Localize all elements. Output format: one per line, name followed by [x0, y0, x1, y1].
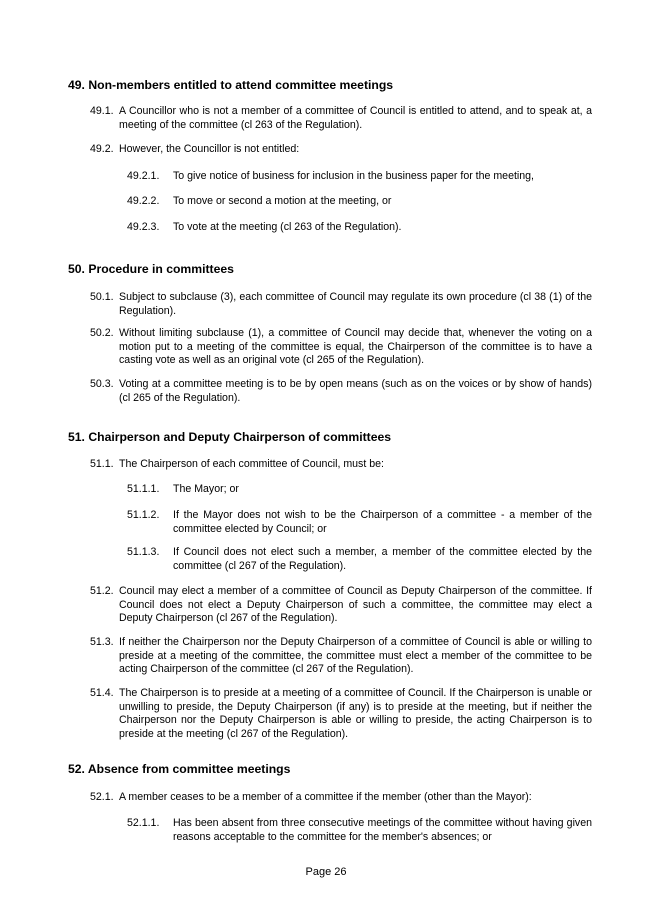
subclause-text: To give notice of business for inclusion in the business paper for the meeting,	[173, 170, 534, 182]
subclause-text: If the Mayor does not wish to be the Chairperson of a committee - a member of the committee elected by Council; or	[173, 509, 592, 535]
clause-text: A Councillor who is not a member of a committee of Council is entitled to attend, and to speak at, a meeting of the committee (cl 263 of the Regulation).	[119, 105, 592, 131]
clause-text: Without limiting subclause (1), a committee of Council may decide that, whenever the voting on a motion put to a meeting of the committee is equal, the Chairperson of the committee is to have a casting vote as well as an original vote (cl 265 of the Regulation).	[119, 327, 592, 366]
clause-number: 50.1.	[90, 291, 114, 303]
clause-50-1	[90, 291, 592, 318]
subclause-text: If Council does not elect such a member, a member of the committee elected by the committee (cl 267 of the Regulation).	[173, 546, 592, 572]
page-number: Page 26	[305, 866, 347, 878]
section-heading-51: 51. Chairperson and Deputy Chairperson of committees	[68, 430, 392, 444]
clause-text: The Chairperson is to preside at a meeting of a committee of Council. If the Chairperson is unable or unwilling to preside, the Deputy Chairperson (if any) is to preside at the meeting, but if neither the Chairperson nor the Deputy Chairperson is able or willing to preside, the acting Chairperson is to preside at the meeting (cl 267 of the Regulation).	[119, 687, 592, 740]
subclause-text: Has been absent from three consecutive meetings of the committee without having given reasons acceptable to the committee for the member's absences; or	[173, 817, 592, 843]
clause-52-1	[90, 791, 592, 805]
clause-text: If neither the Chairperson nor the Deputy Chairperson of a committee of Council is able or willing to preside at a meeting of the committee, the committee must elect a member of the committee to be acting Chairperson of the committee (cl 267 of the Regulation).	[119, 636, 592, 675]
subclause-49-2-1	[127, 170, 592, 184]
clause-number: 49.1.	[90, 105, 114, 117]
clause-51-3	[90, 636, 592, 677]
subclause-49-2-3	[127, 221, 592, 235]
subclause-51-1-1	[127, 483, 592, 497]
clause-number: 51.4.	[90, 687, 114, 699]
section-heading-50: 50. Procedure in committees	[68, 262, 234, 276]
clause-51-4	[90, 687, 592, 741]
subclause-text: To vote at the meeting (cl 263 of the Regulation).	[173, 221, 402, 233]
subclause-number: 51.1.3.	[127, 546, 160, 558]
subclause-number: 49.2.3.	[127, 221, 160, 233]
subclause-51-1-2	[127, 509, 592, 536]
clause-number: 52.1.	[90, 791, 114, 803]
clause-49-1	[90, 105, 592, 132]
section-heading-52: 52. Absence from committee meetings	[68, 762, 291, 776]
clause-number: 51.3.	[90, 636, 114, 648]
clause-number: 51.1.	[90, 458, 114, 470]
clause-text: The Chairperson of each committee of Council, must be:	[119, 458, 384, 470]
subclause-number: 49.2.2.	[127, 195, 160, 207]
subclause-52-1-1	[127, 817, 592, 844]
subclause-number: 52.1.1.	[127, 817, 160, 829]
clause-text: A member ceases to be a member of a committee if the member (other than the Mayor):	[119, 791, 532, 803]
clause-text: Subject to subclause (3), each committee of Council may regulate its own procedure (cl 38 (1) of the Regulation).	[119, 291, 592, 317]
subclause-text: To move or second a motion at the meeting, or	[173, 195, 392, 207]
clause-50-2	[90, 327, 592, 368]
subclause-number: 51.1.2.	[127, 509, 160, 521]
clause-51-1	[90, 458, 592, 472]
clause-number: 50.2.	[90, 327, 114, 339]
subclause-49-2-2	[127, 195, 592, 209]
section-heading-49: 49. Non-members entitled to attend committee meetings	[68, 78, 394, 92]
clause-text: Voting at a committee meeting is to be by open means (such as on the voices or by show of hands) (cl 265 of the Regulation).	[119, 378, 592, 404]
clause-50-3	[90, 378, 592, 405]
clause-text: However, the Councillor is not entitled:	[119, 143, 300, 155]
clause-51-2	[90, 585, 592, 626]
clause-number: 51.2.	[90, 585, 114, 597]
clause-number: 49.2.	[90, 143, 114, 155]
subclause-number: 49.2.1.	[127, 170, 160, 182]
subclause-text: The Mayor; or	[173, 483, 239, 495]
clause-text: Council may elect a member of a committee of Council as Deputy Chairperson of the committee. If Council does not elect a Deputy Chairperson of such a committee, the committee may elect a Deputy Chairperson (cl 267 of the Regulation).	[119, 585, 592, 624]
subclause-51-1-3	[127, 546, 592, 573]
subclause-number: 51.1.1.	[127, 483, 160, 495]
clause-49-2	[90, 143, 592, 157]
clause-number: 50.3.	[90, 378, 114, 390]
